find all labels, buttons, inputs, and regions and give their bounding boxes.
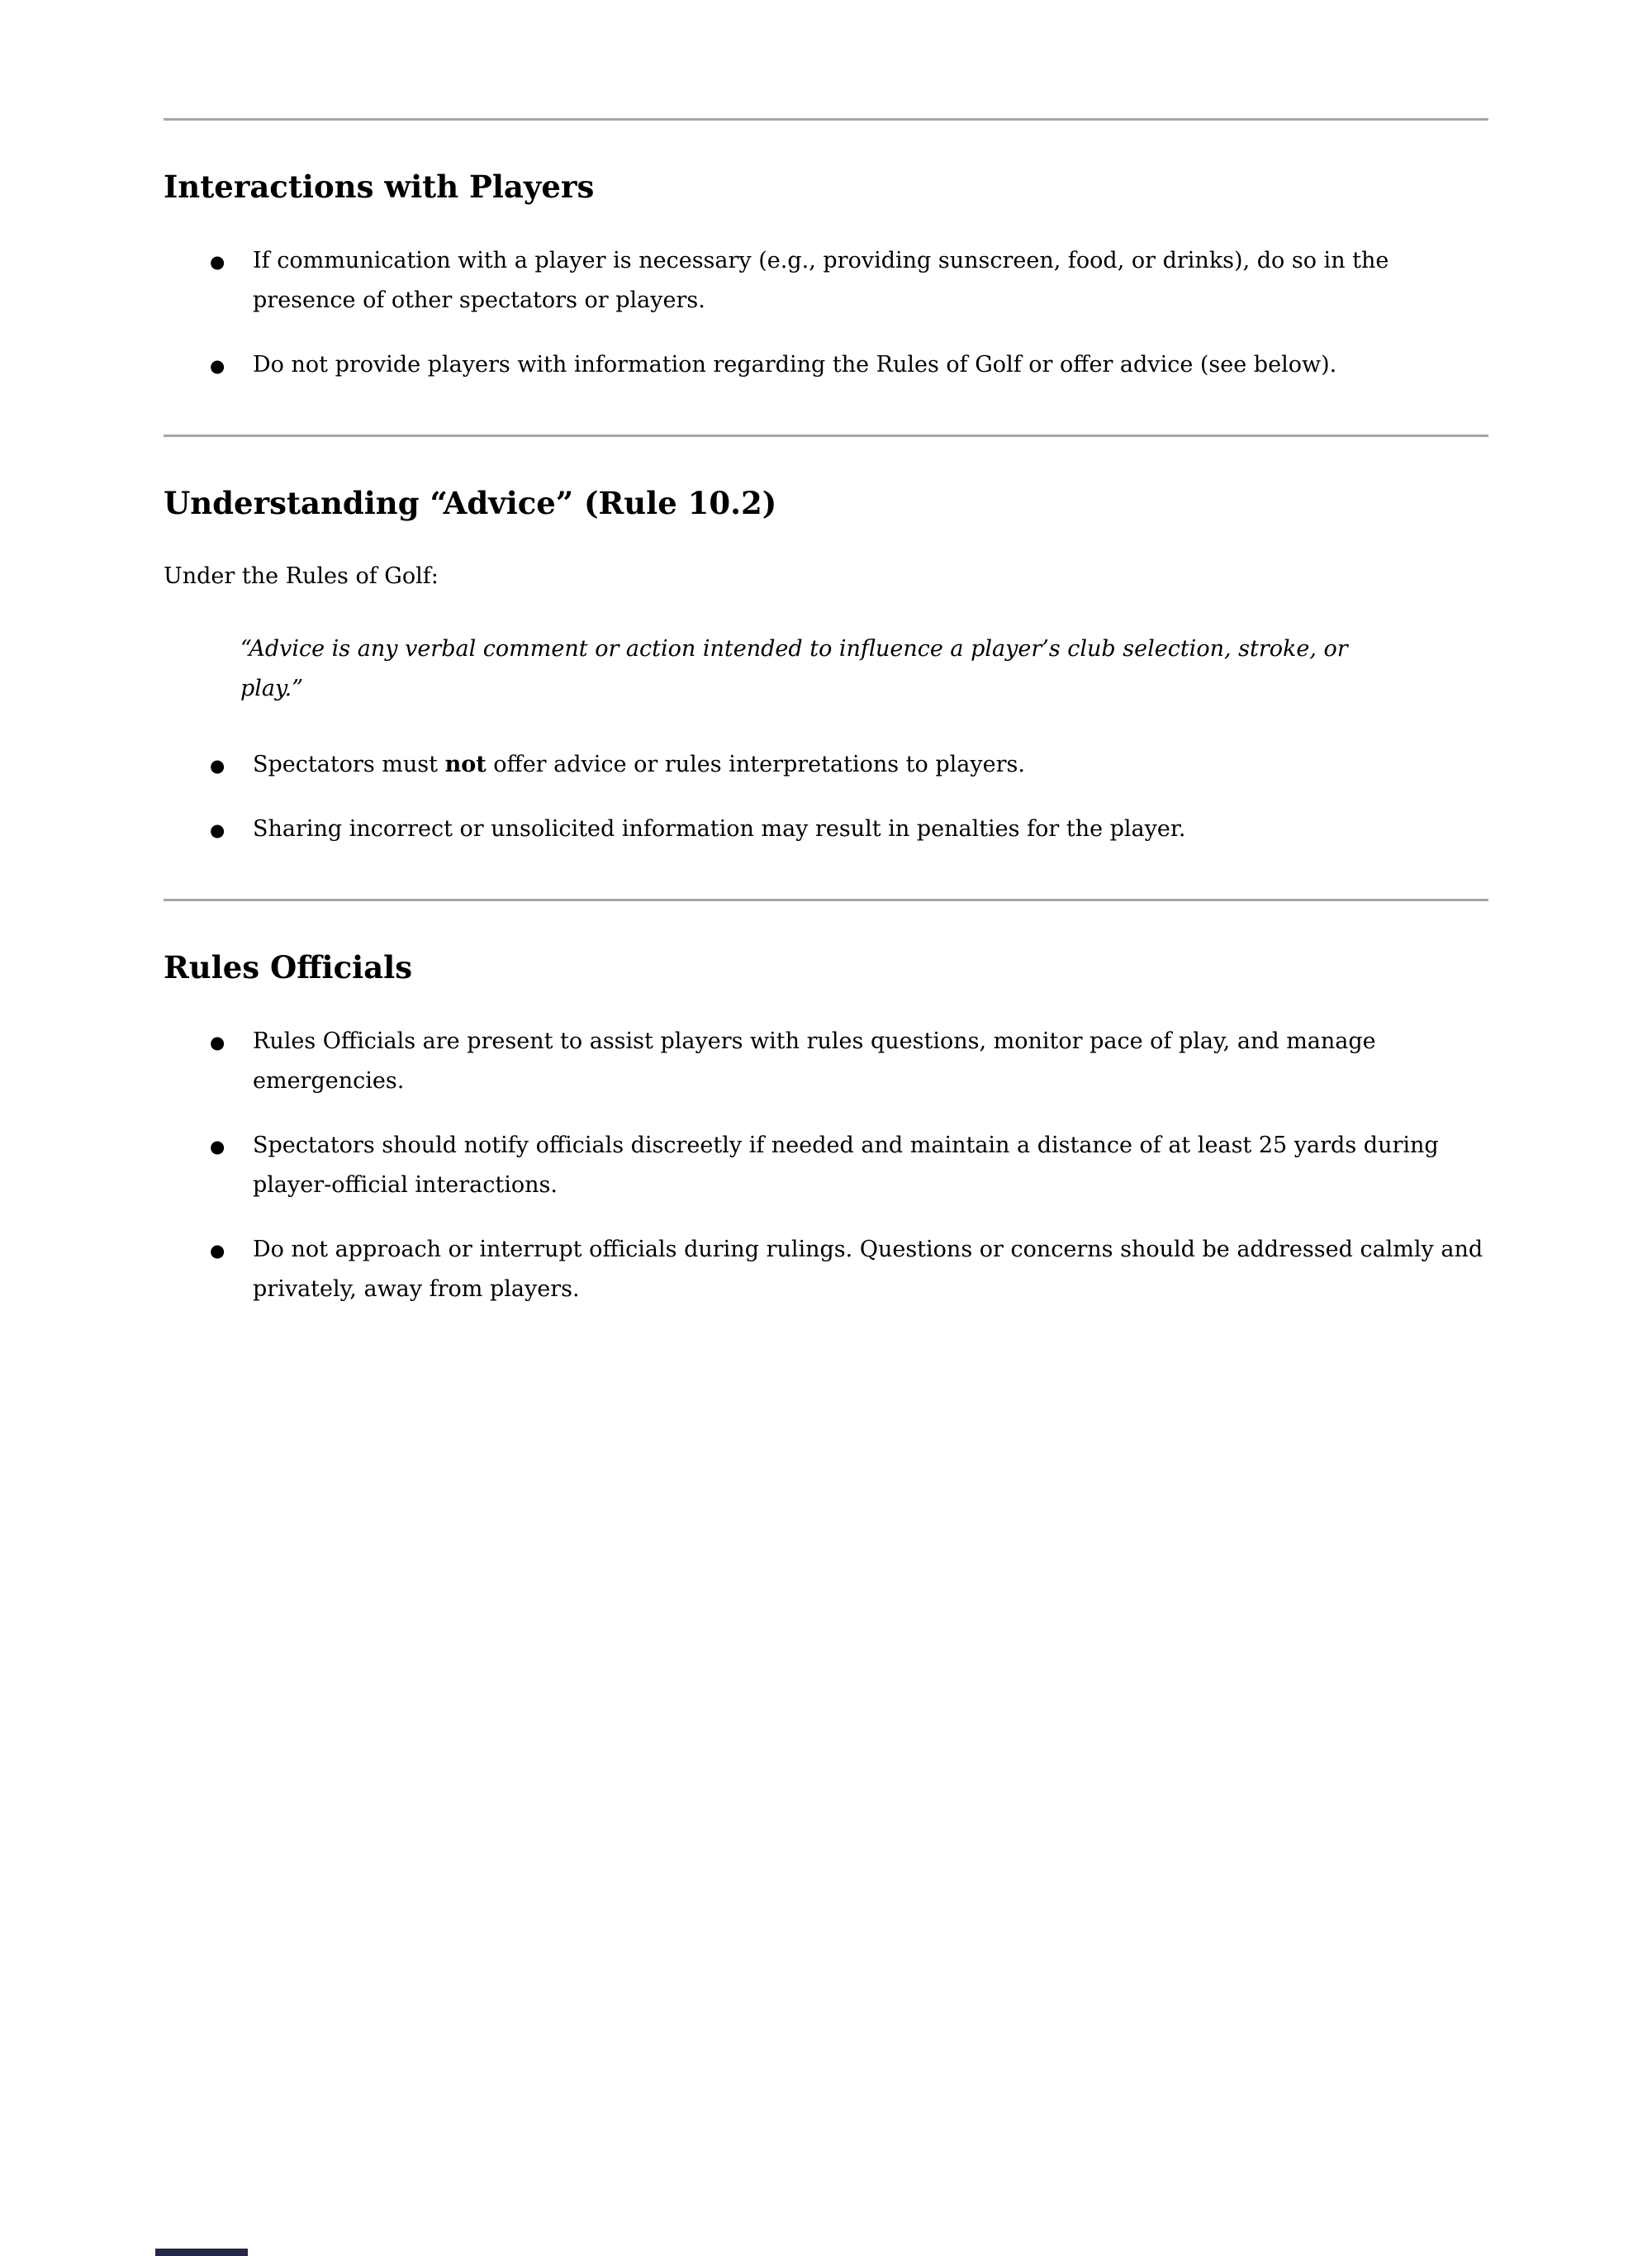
bullet-icon: ● <box>210 356 225 377</box>
list-item-text: Spectators should notify officials discreetly if needed and maintain a distance of at least 25 yards during player-official interactions. <box>253 1133 1439 1199</box>
section-divider <box>164 118 1488 121</box>
list-item-text: Do not provide players with information regarding the Rules of Golf or offer advice (see below). <box>253 352 1337 378</box>
bullet-icon: ● <box>210 252 225 273</box>
bullet-list <box>164 745 1488 849</box>
list-item-text: Rules Officials are present to assist players with rules questions, monitor pace of play, and manage emergencies. <box>253 1028 1376 1095</box>
bullet-icon: ● <box>210 1033 225 1053</box>
list-item-text-post: Sharing incorrect or unsolicited information may result in penalties for the player. <box>253 815 1186 842</box>
intro-paragraph: Under the Rules of Golf: <box>164 563 439 589</box>
section-divider <box>164 435 1488 437</box>
list-item <box>164 810 1488 849</box>
bullet-list <box>164 1022 1488 1309</box>
bullet-icon: ● <box>210 1241 225 1261</box>
list-item-text: If communication with a player is necessary (e.g., providing sunscreen, food, or drinks), do so in the presence of other spectators or players. <box>253 248 1389 314</box>
document-page <box>0 118 1652 1309</box>
bullet-list <box>164 241 1488 385</box>
list-item <box>164 1022 1488 1101</box>
list-item <box>164 1230 1488 1309</box>
rule-quote: “Advice is any verbal comment or action intended to influence a player’s club selection, stroke, or play.” <box>240 635 1348 701</box>
section-heading: Interactions with Players <box>164 169 595 205</box>
list-item-text-bold: not <box>444 751 487 777</box>
section-interactions-with-players <box>164 169 1488 385</box>
section-heading: Rules Officials <box>164 948 413 986</box>
list-item-text-post: offer advice or rules interpretations to players. <box>486 751 1025 777</box>
section-rules-officials <box>164 949 1488 1309</box>
list-item <box>164 1126 1488 1205</box>
section-heading: Understanding “Advice” (Rule 10.2) <box>164 485 777 522</box>
list-item-text <box>253 752 1025 777</box>
section-divider <box>164 899 1488 901</box>
list-item <box>164 745 1488 785</box>
list-item <box>164 345 1488 385</box>
list-item-text: Do not approach or interrupt officials during rulings. Questions or concerns should be addressed calmly and privately, away from players. <box>253 1237 1483 1303</box>
list-item <box>164 241 1488 321</box>
bullet-icon: ● <box>210 819 225 840</box>
list-item-text-pre: Spectators must <box>253 751 445 777</box>
bullet-icon: ● <box>210 755 225 776</box>
next-page-peek <box>155 2249 248 2256</box>
section-understanding-advice <box>164 485 1488 848</box>
bullet-icon: ● <box>210 1137 225 1157</box>
list-item-text <box>253 816 1185 842</box>
